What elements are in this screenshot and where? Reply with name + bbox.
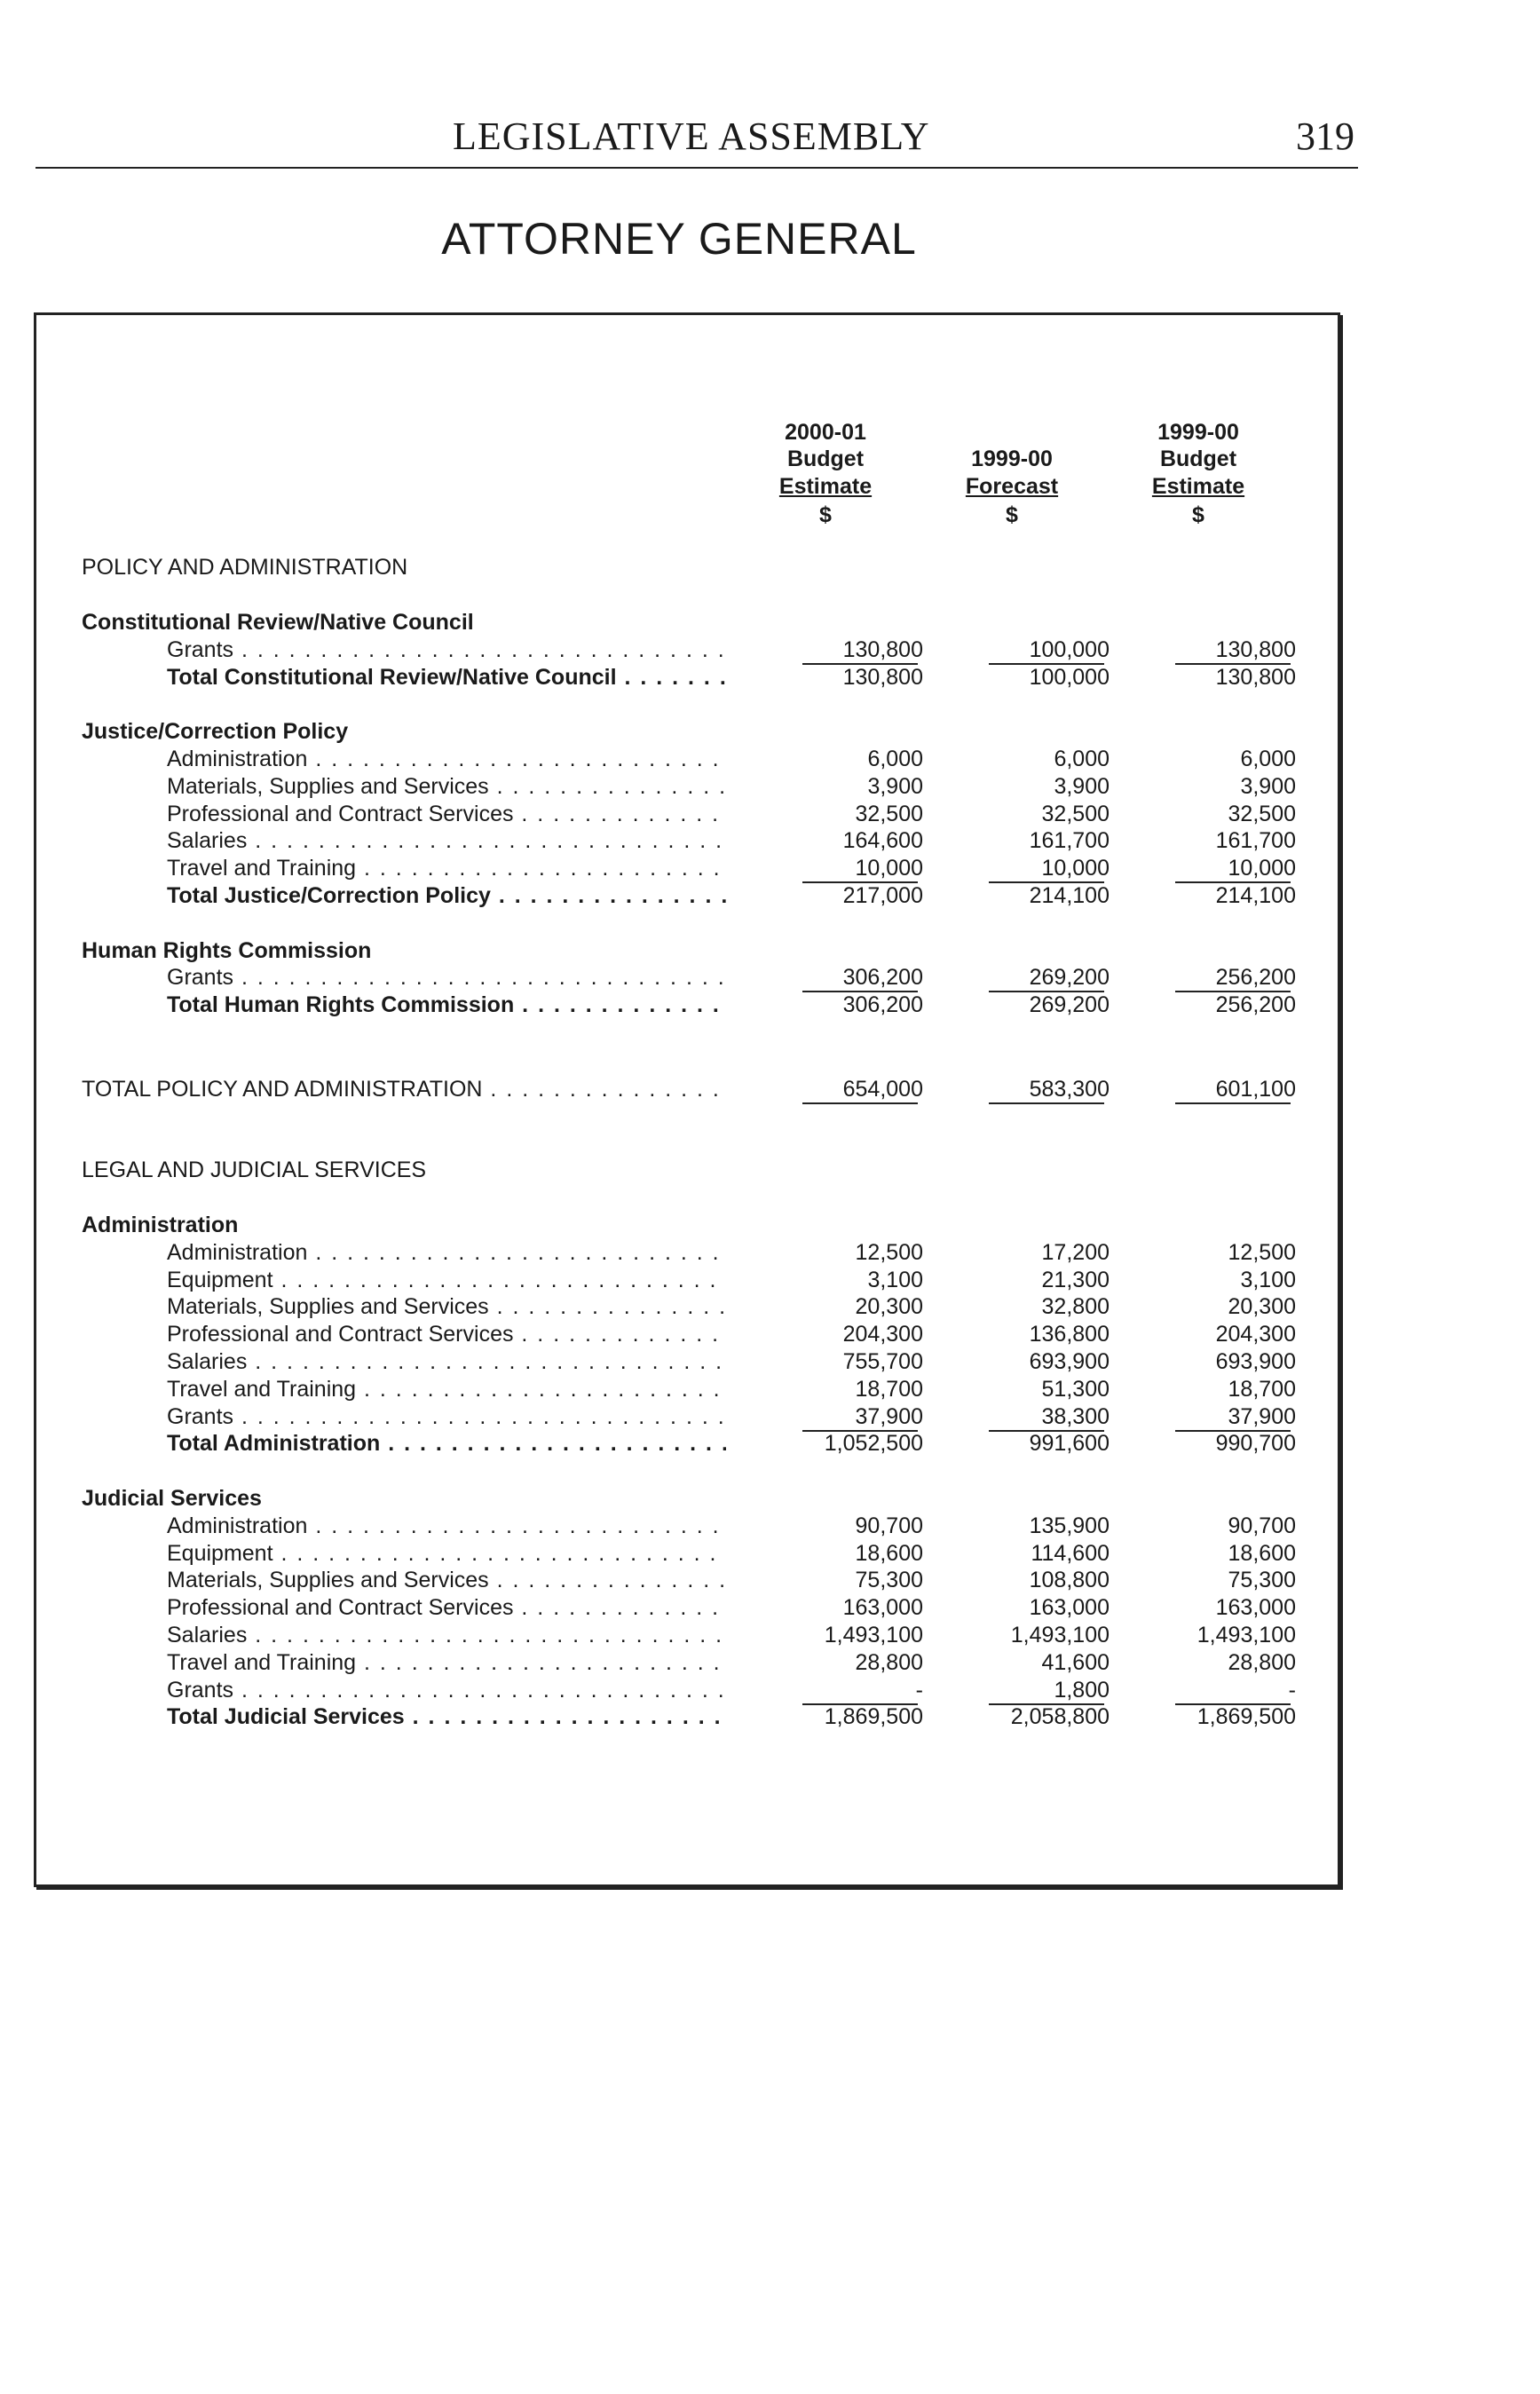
amount-cell: 51,300 xyxy=(1041,1376,1110,1402)
column-unit: $ xyxy=(819,502,832,527)
group-total-label: Total Administration . . . xyxy=(167,1430,726,1457)
amount-cell: 1,493,100 xyxy=(1196,1623,1296,1647)
running-head-title: LEGISLATIVE ASSEMBLY xyxy=(453,115,930,158)
line-item-label: Grants . . . xyxy=(167,636,726,663)
amount-cell: 28,800 xyxy=(1228,1649,1296,1675)
amount-cell: 163,000 xyxy=(1029,1595,1110,1621)
amount-cell: 32,500 xyxy=(855,801,923,826)
amount-cell: 130,800 xyxy=(1215,636,1296,662)
amount-cell: 204,300 xyxy=(1215,1322,1296,1347)
line-item-label: Administration . . . xyxy=(167,746,726,772)
line-item-label: Salaries . . . xyxy=(167,1622,726,1648)
amount-cell: 214,100 xyxy=(1215,883,1296,908)
amount-cell: 38,300 xyxy=(1041,1403,1110,1429)
line-item-label: Salaries . . . xyxy=(167,1348,726,1375)
amount-cell: 32,500 xyxy=(1228,801,1296,826)
amount-cell: 1,869,500 xyxy=(824,1704,923,1730)
amount-cell: 583,300 xyxy=(1029,1077,1110,1102)
amount-cell: 161,700 xyxy=(1029,828,1110,854)
line-item-label: Materials, Supplies and Services . . . xyxy=(167,773,726,800)
amount-cell: 3,100 xyxy=(1240,1267,1296,1292)
amount-cell: 306,200 xyxy=(842,992,923,1018)
column-header-line1: 1999-00 xyxy=(1157,420,1239,445)
column-header-line1: 2000-01 xyxy=(785,420,866,445)
amount-cell: 256,200 xyxy=(1215,965,1296,991)
column-header-line3: Forecast xyxy=(965,474,1059,499)
amount-cell: 10,000 xyxy=(855,856,923,881)
column-header-line2: 1999-00 xyxy=(971,446,1053,471)
line-item-label: Grants . . . xyxy=(167,1677,726,1703)
amount-cell: 601,100 xyxy=(1215,1077,1296,1102)
line-item-label: Equipment . . . xyxy=(167,1267,726,1293)
running-head xyxy=(36,114,1358,169)
amount-cell: 1,052,500 xyxy=(824,1431,923,1457)
amount-cell: 108,800 xyxy=(1029,1568,1110,1593)
group-total-label: Total Human Rights Commission . . . xyxy=(167,992,726,1018)
amount-cell: 100,000 xyxy=(1029,664,1110,690)
group-total-label: Total Constitutional Review/Native Council . . . xyxy=(167,664,726,691)
line-item-label: Professional and Contract Services . . . xyxy=(167,801,726,827)
line-item-label: Grants . . . xyxy=(167,1403,726,1430)
amount-cell: 75,300 xyxy=(1228,1568,1296,1593)
column-header-line3: Estimate xyxy=(778,474,873,499)
line-item-label: Professional and Contract Services . . . xyxy=(167,1594,726,1621)
amount-cell: 693,900 xyxy=(1029,1349,1110,1374)
line-item-label: Professional and Contract Services . . . xyxy=(167,1321,726,1347)
amount-cell: 6,000 xyxy=(1240,747,1296,771)
amount-cell: 18,700 xyxy=(1228,1376,1296,1402)
section-heading: POLICY AND ADMINISTRATION xyxy=(82,555,408,580)
amount-cell: 32,800 xyxy=(1041,1294,1110,1320)
amount-cell: 217,000 xyxy=(842,883,923,908)
amount-cell: 214,100 xyxy=(1029,883,1110,908)
amount-cell: 20,300 xyxy=(1228,1294,1296,1320)
column-header-line2: Budget xyxy=(1159,446,1237,471)
amount-cell: 991,600 xyxy=(1029,1431,1110,1457)
page-title: ATTORNEY GENERAL xyxy=(441,214,917,264)
line-item-label: Administration . . . xyxy=(167,1239,726,1266)
amount-cell: 6,000 xyxy=(1054,747,1110,771)
amount-cell: 693,900 xyxy=(1215,1349,1296,1374)
amount-cell: 306,200 xyxy=(842,965,923,991)
amount-cell: 90,700 xyxy=(855,1513,923,1538)
amount-cell: 269,200 xyxy=(1029,992,1110,1018)
amount-cell: 204,300 xyxy=(842,1322,923,1347)
amount-cell: 654,000 xyxy=(842,1077,923,1102)
subtotal-rule xyxy=(989,1102,1104,1104)
amount-cell: 130,800 xyxy=(1215,664,1296,690)
amount-cell: 28,800 xyxy=(855,1649,923,1675)
line-item-label: Equipment . . . xyxy=(167,1540,726,1567)
amount-cell: 135,900 xyxy=(1029,1513,1110,1538)
line-item-label: Travel and Training . . . xyxy=(167,1376,726,1402)
amount-cell: 18,700 xyxy=(855,1376,923,1402)
amount-cell: 41,600 xyxy=(1041,1649,1110,1675)
line-item-label: Materials, Supplies and Services . . . xyxy=(167,1293,726,1320)
subtotal-rule xyxy=(802,1102,918,1104)
amount-cell: 10,000 xyxy=(1041,856,1110,881)
page-number: 319 xyxy=(1296,115,1354,158)
amount-cell: 21,300 xyxy=(1041,1267,1110,1292)
section-heading: LEGAL AND JUDICIAL SERVICES xyxy=(82,1157,427,1182)
amount-cell: 3,900 xyxy=(1054,773,1110,799)
group-heading: Human Rights Commission xyxy=(82,937,372,963)
amount-cell: - xyxy=(915,1677,923,1703)
group-heading: Justice/Correction Policy xyxy=(82,719,349,745)
line-item-label: Administration . . . xyxy=(167,1513,726,1539)
amount-cell: 90,700 xyxy=(1228,1513,1296,1538)
line-item-label: Salaries . . . xyxy=(167,827,726,854)
group-heading: Administration xyxy=(82,1213,239,1237)
amount-cell: 3,100 xyxy=(867,1267,923,1292)
column-unit: $ xyxy=(1192,502,1204,527)
column-header-line2: Budget xyxy=(786,446,865,471)
amount-cell: 12,500 xyxy=(855,1239,923,1265)
amount-cell: 269,200 xyxy=(1029,965,1110,991)
amount-cell: 10,000 xyxy=(1228,856,1296,881)
amount-cell: 136,800 xyxy=(1029,1322,1110,1347)
group-total-label: Total Justice/Correction Policy . . . xyxy=(167,882,726,909)
amount-cell: 18,600 xyxy=(855,1540,923,1566)
line-item-label: Travel and Training . . . xyxy=(167,1649,726,1676)
amount-cell: 75,300 xyxy=(855,1568,923,1593)
amount-cell: 1,869,500 xyxy=(1196,1704,1296,1730)
amount-cell: 163,000 xyxy=(842,1595,923,1621)
amount-cell: - xyxy=(1288,1677,1296,1703)
amount-cell: 20,300 xyxy=(855,1294,923,1320)
amount-cell: 1,493,100 xyxy=(824,1623,923,1647)
amount-cell: 100,000 xyxy=(1029,636,1110,662)
amount-cell: 256,200 xyxy=(1215,992,1296,1018)
amount-cell: 1,800 xyxy=(1054,1677,1110,1703)
amount-cell: 17,200 xyxy=(1041,1239,1110,1265)
amount-cell: 3,900 xyxy=(867,773,923,799)
amount-cell: 130,800 xyxy=(842,636,923,662)
group-total-label: Total Judicial Services . . . xyxy=(167,1703,726,1730)
amount-cell: 114,600 xyxy=(1031,1540,1110,1566)
line-item-label: Materials, Supplies and Services . . . xyxy=(167,1567,726,1593)
line-item-label: Travel and Training . . . xyxy=(167,855,726,881)
amount-cell: 18,600 xyxy=(1228,1540,1296,1566)
group-heading: Judicial Services xyxy=(82,1486,262,1511)
amount-cell: 37,900 xyxy=(1228,1403,1296,1429)
amount-cell: 130,800 xyxy=(842,664,923,690)
amount-cell: 163,000 xyxy=(1215,1595,1296,1621)
amount-cell: 37,900 xyxy=(855,1403,923,1429)
grand-total-label: TOTAL POLICY AND ADMINISTRATION . . . xyxy=(82,1076,726,1102)
amount-cell: 12,500 xyxy=(1228,1239,1296,1265)
group-heading: Constitutional Review/Native Council xyxy=(82,610,474,635)
line-item-label: Grants . . . xyxy=(167,964,726,991)
amount-cell: 161,700 xyxy=(1215,828,1296,854)
amount-cell: 755,700 xyxy=(842,1349,923,1374)
amount-cell: 3,900 xyxy=(1240,773,1296,799)
amount-cell: 2,058,800 xyxy=(1010,1704,1110,1730)
subtotal-rule xyxy=(1175,1102,1291,1104)
column-header-line3: Estimate xyxy=(1151,474,1245,499)
column-unit: $ xyxy=(1006,502,1018,527)
amount-cell: 1,493,100 xyxy=(1010,1623,1110,1647)
amount-cell: 32,500 xyxy=(1041,801,1110,826)
amount-cell: 164,600 xyxy=(842,828,923,854)
amount-cell: 6,000 xyxy=(867,747,923,771)
amount-cell: 990,700 xyxy=(1215,1431,1296,1457)
